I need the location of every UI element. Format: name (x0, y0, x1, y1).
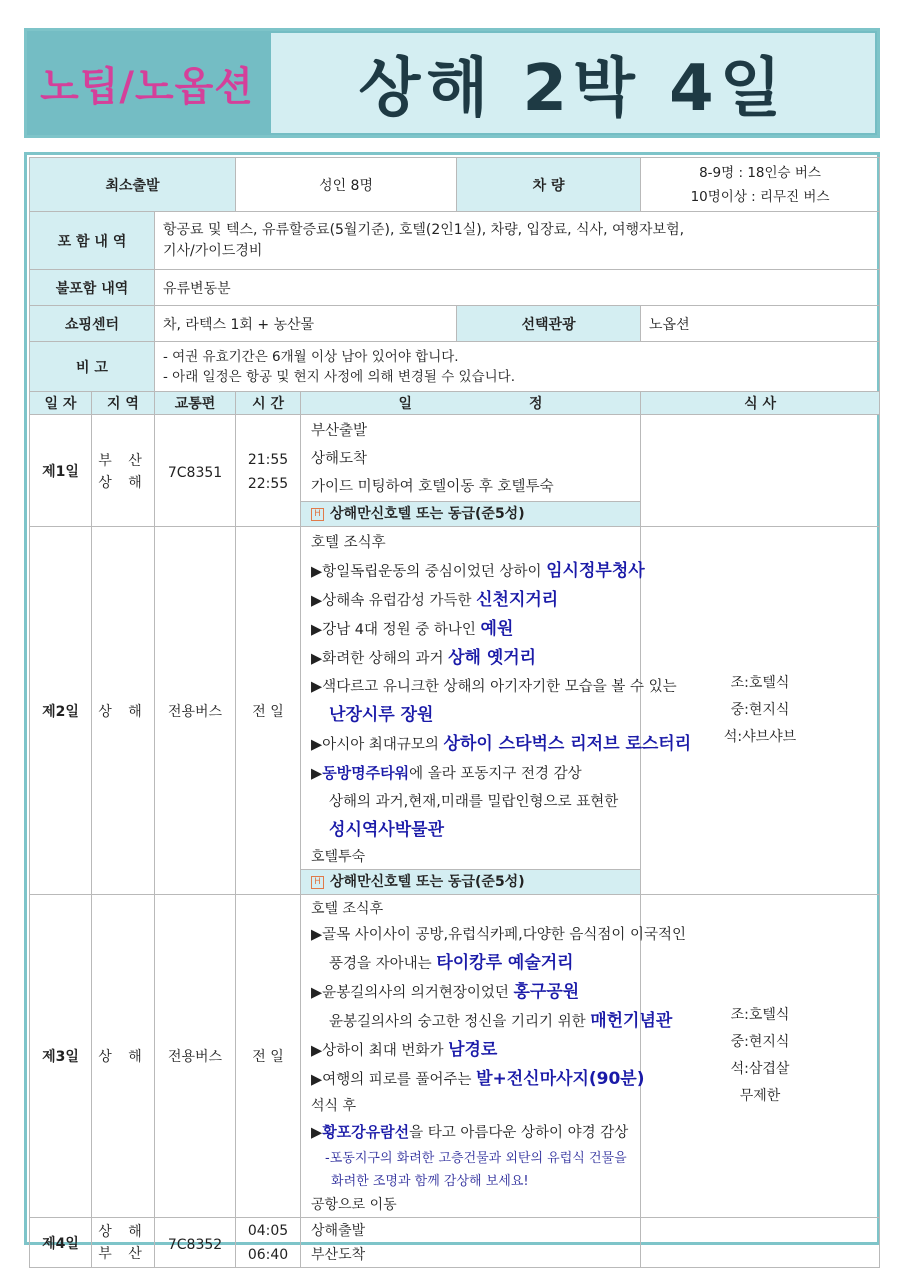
hotel-icon: H (311, 876, 324, 889)
day-3-line-3-text: 풍경을 자아내는 (329, 956, 437, 972)
day-4-line-1: 상해출발 (311, 1222, 366, 1239)
day-2-line-1: 호텔 조식후 (311, 535, 386, 551)
min-departure-value: 성인 8명 (236, 158, 457, 212)
vehicle-label: 차 량 (457, 158, 641, 212)
itinerary-table (29, 157, 880, 1268)
day-2-highlight-8: 성시역사박물관 (329, 820, 444, 840)
day-3-breakfast: 조:호텔식 (730, 1007, 790, 1023)
header-meal: 식 사 (641, 392, 880, 415)
header-transport: 교통편 (155, 392, 236, 415)
day-3-time: 전 일 (236, 895, 301, 1218)
day-3-label: 제3일 (30, 895, 92, 1218)
day-3-highlight-2: 홍구공원 (513, 982, 580, 1002)
day-3-line-3 (311, 949, 640, 978)
day-3-line-6 (311, 1036, 640, 1065)
included-row (30, 212, 880, 270)
day-2-line-7 (311, 701, 640, 730)
vehicle-value (641, 158, 880, 212)
day-2-line-9-text: 에 올라 포동지구 전경 감상 (409, 766, 582, 782)
remarks-line-2: - 아래 일정은 항공 및 현지 사정에 의해 변경될 수 있습니다. (163, 368, 516, 385)
day-2-meal (641, 527, 880, 895)
day-2-line-4 (311, 615, 640, 644)
header-region: 지 역 (92, 392, 155, 415)
day-4-row (30, 1218, 880, 1268)
day-3-line-1: 호텔 조식후 (311, 901, 384, 917)
day-2-hotel (301, 869, 640, 894)
day-3-line-10: 공항으로 이동 (311, 1197, 397, 1213)
min-departure-label: 최소출발 (30, 158, 236, 212)
day-1-row (30, 415, 880, 527)
day-3-highlight-4: 남경로 (448, 1040, 498, 1060)
day-2-line-9-arrow: ▶ (311, 766, 323, 782)
day-4-region-2: 부 산 (98, 1245, 148, 1262)
day-1-region-2: 상 해 (98, 474, 148, 491)
day-2-row (30, 527, 880, 895)
shopping-row (30, 306, 880, 342)
day-2-highlight-1: 임시정부청사 (546, 561, 645, 581)
day-2-highlight-3: 예원 (480, 619, 514, 639)
day-2-line-8 (311, 730, 692, 759)
no-tip-no-option-label: 노팁/노옵션 (40, 63, 254, 110)
day-3-highlight-1: 타이캉루 예술거리 (436, 953, 574, 973)
day-2-line-4-text: ▶강남 4대 정원 중 하나인 (311, 622, 481, 638)
day-4-meal (641, 1218, 880, 1268)
day-1-schedule (301, 415, 641, 527)
header-day: 일 자 (30, 392, 92, 415)
day-2-line-12: 호텔투숙 (311, 849, 366, 865)
day-3-line-2: ▶골목 사이사이 공방,유럽식카페,다양한 음식점이 이국적인 (311, 927, 687, 943)
day-4-line-2: 부산도착 (311, 1246, 366, 1263)
day-3-lunch: 중:현지식 (730, 1034, 790, 1050)
day-1-label: 제1일 (30, 415, 92, 527)
day-1-region-1: 부 산 (98, 452, 148, 469)
hotel-icon: H (311, 508, 324, 521)
day-4-time (236, 1218, 301, 1268)
day-2-line-3-text: ▶상해속 유럽감성 가득한 (311, 593, 477, 609)
vehicle-line-2: 10명이상 : 리무진 버스 (690, 188, 830, 205)
day-2-lunch: 중:현지식 (730, 702, 790, 718)
day-3-dinner-note: 무제한 (739, 1088, 781, 1104)
day-3-line-9 (311, 1118, 640, 1147)
day-2-schedule (301, 527, 692, 895)
day-2-region: 상 해 (92, 527, 155, 895)
day-2-highlight-7: 동방명주타워 (322, 764, 410, 782)
title-banner (24, 28, 880, 138)
day-2-time: 전 일 (236, 527, 301, 895)
day-1-region (92, 415, 155, 527)
day-3-line-7 (311, 1065, 645, 1094)
included-label: 포 함 내 역 (30, 212, 155, 270)
day-2-transport: 전용버스 (155, 527, 236, 895)
header-time: 시 간 (236, 392, 301, 415)
day-3-line-5-text: 윤봉길의사의 숭고한 정신을 기리기 위한 (329, 1014, 591, 1030)
shopping-value: 차, 라텍스 1회 + 농산물 (155, 306, 457, 342)
header-schedule: 일 정 (301, 392, 641, 415)
day-2-line-2-text: ▶항일독립운동의 중심이었던 상하이 (311, 564, 547, 580)
day-3-line-9-arrow: ▶ (311, 1125, 323, 1141)
day-1-time-1: 21:55 (247, 451, 289, 468)
day-4-transport: 7C8352 (155, 1218, 236, 1268)
optional-tour-value: 노옵션 (641, 306, 880, 342)
included-value (155, 212, 880, 270)
excluded-row (30, 270, 880, 306)
min-departure-row (30, 158, 880, 212)
day-1-line-1: 부산출발 (311, 423, 368, 439)
day-2-hotel-name: 상해만신호텔 또는 동급(준5성) (330, 874, 525, 890)
day-1-meal (641, 415, 880, 527)
shopping-label: 쇼핑센터 (30, 306, 155, 342)
day-4-region (92, 1218, 155, 1268)
day-3-note-1: -포동지구의 화려한 고층건물과 외탄의 유럽식 건물을 (325, 1151, 627, 1166)
day-4-schedule (301, 1218, 641, 1268)
day-3-line-7-text: ▶여행의 피로를 풀어주는 (311, 1072, 477, 1088)
day-3-transport: 전용버스 (155, 895, 236, 1218)
day-4-time-2: 06:40 (247, 1246, 289, 1263)
day-2-dinner: 석:샤브샤브 (723, 729, 797, 745)
schedule-header-row (30, 392, 880, 415)
day-2-line-8-text: ▶아시아 최대규모의 (311, 737, 444, 753)
day-1-hotel-name: 상해만신호텔 또는 동급(준5성) (330, 506, 525, 522)
day-3-highlight-3: 매헌기념관 (590, 1011, 673, 1031)
remarks-line-1: - 여권 유효기간은 6개월 이상 남아 있어야 합니다. (163, 348, 459, 365)
day-2-highlight-2: 신천지거리 (476, 590, 559, 610)
day-2-line-5-text: ▶화려한 상해의 과거 (311, 651, 449, 667)
day-2-line-11 (311, 816, 640, 845)
day-1-line-2: 상해도착 (311, 451, 368, 467)
day-2-highlight-4: 상해 옛거리 (448, 648, 537, 668)
day-1-transport: 7C8351 (155, 415, 236, 527)
day-3-line-5 (311, 1007, 673, 1036)
day-3-line-9-text: 을 타고 아름다운 상하이 야경 감상 (409, 1125, 629, 1141)
day-2-line-6: ▶색다르고 유니크한 상해의 아기자기한 모습을 볼 수 있는 (311, 679, 677, 695)
day-2-line-3 (311, 586, 640, 615)
remarks-row (30, 342, 880, 392)
day-2-label: 제2일 (30, 527, 92, 895)
day-2-breakfast: 조:호텔식 (730, 675, 790, 691)
day-3-row (30, 895, 880, 1218)
day-3-highlight-6: 황포강유람선 (322, 1123, 410, 1141)
day-2-line-9 (311, 759, 640, 788)
day-3-line-8: 석식 후 (311, 1098, 357, 1114)
day-3-region: 상 해 (92, 895, 155, 1218)
day-1-line-3: 가이드 미팅하여 호텔이동 후 호텔투숙 (311, 479, 554, 495)
itinerary-frame (24, 152, 880, 1263)
day-1-time (236, 415, 301, 527)
day-4-region-1: 상 해 (98, 1223, 148, 1240)
day-3-line-6-text: ▶상하이 최대 번화가 (311, 1043, 449, 1059)
excluded-label: 불포함 내역 (30, 270, 155, 306)
day-1-hotel (301, 501, 640, 526)
day-4-label: 제4일 (30, 1218, 92, 1268)
day-3-note-2: 화려한 조명과 함께 감상해 보세요! (331, 1174, 529, 1189)
day-3-dinner: 석:삼겹살 (730, 1061, 790, 1077)
page-title: 상해 2박 4일 (271, 33, 875, 133)
included-line-1: 항공료 및 텍스, 유류할증료(5월기준), 호텔(2인1실), 차량, 입장료, 식사, 여행자보험, (163, 221, 685, 238)
day-2-highlight-5: 난장시루 장원 (329, 705, 434, 725)
day-3-line-4-text: ▶윤봉길의사의 의거현장이었던 (311, 985, 514, 1001)
day-3-highlight-5: 발+전신마사지(90분) (476, 1069, 645, 1089)
day-3-line-4 (311, 978, 640, 1007)
remarks-label: 비 고 (30, 342, 155, 392)
day-2-line-5 (311, 644, 640, 673)
day-2-highlight-6: 상하이 스타벅스 리저브 로스터리 (443, 734, 692, 754)
day-4-time-1: 04:05 (247, 1222, 289, 1239)
excluded-value: 유류변동분 (155, 270, 880, 306)
vehicle-line-1: 8-9명 : 18인승 버스 (699, 164, 821, 181)
day-2-line-10: 상해의 과거,현재,미래를 밀랍인형으로 표현한 (329, 794, 619, 810)
day-3-schedule (301, 895, 687, 1218)
remarks-value (155, 342, 880, 392)
included-line-2: 기사/가이드경비 (163, 242, 263, 259)
day-2-line-2 (311, 557, 645, 586)
optional-tour-label: 선택관광 (457, 306, 641, 342)
day-1-time-2: 22:55 (247, 475, 289, 492)
